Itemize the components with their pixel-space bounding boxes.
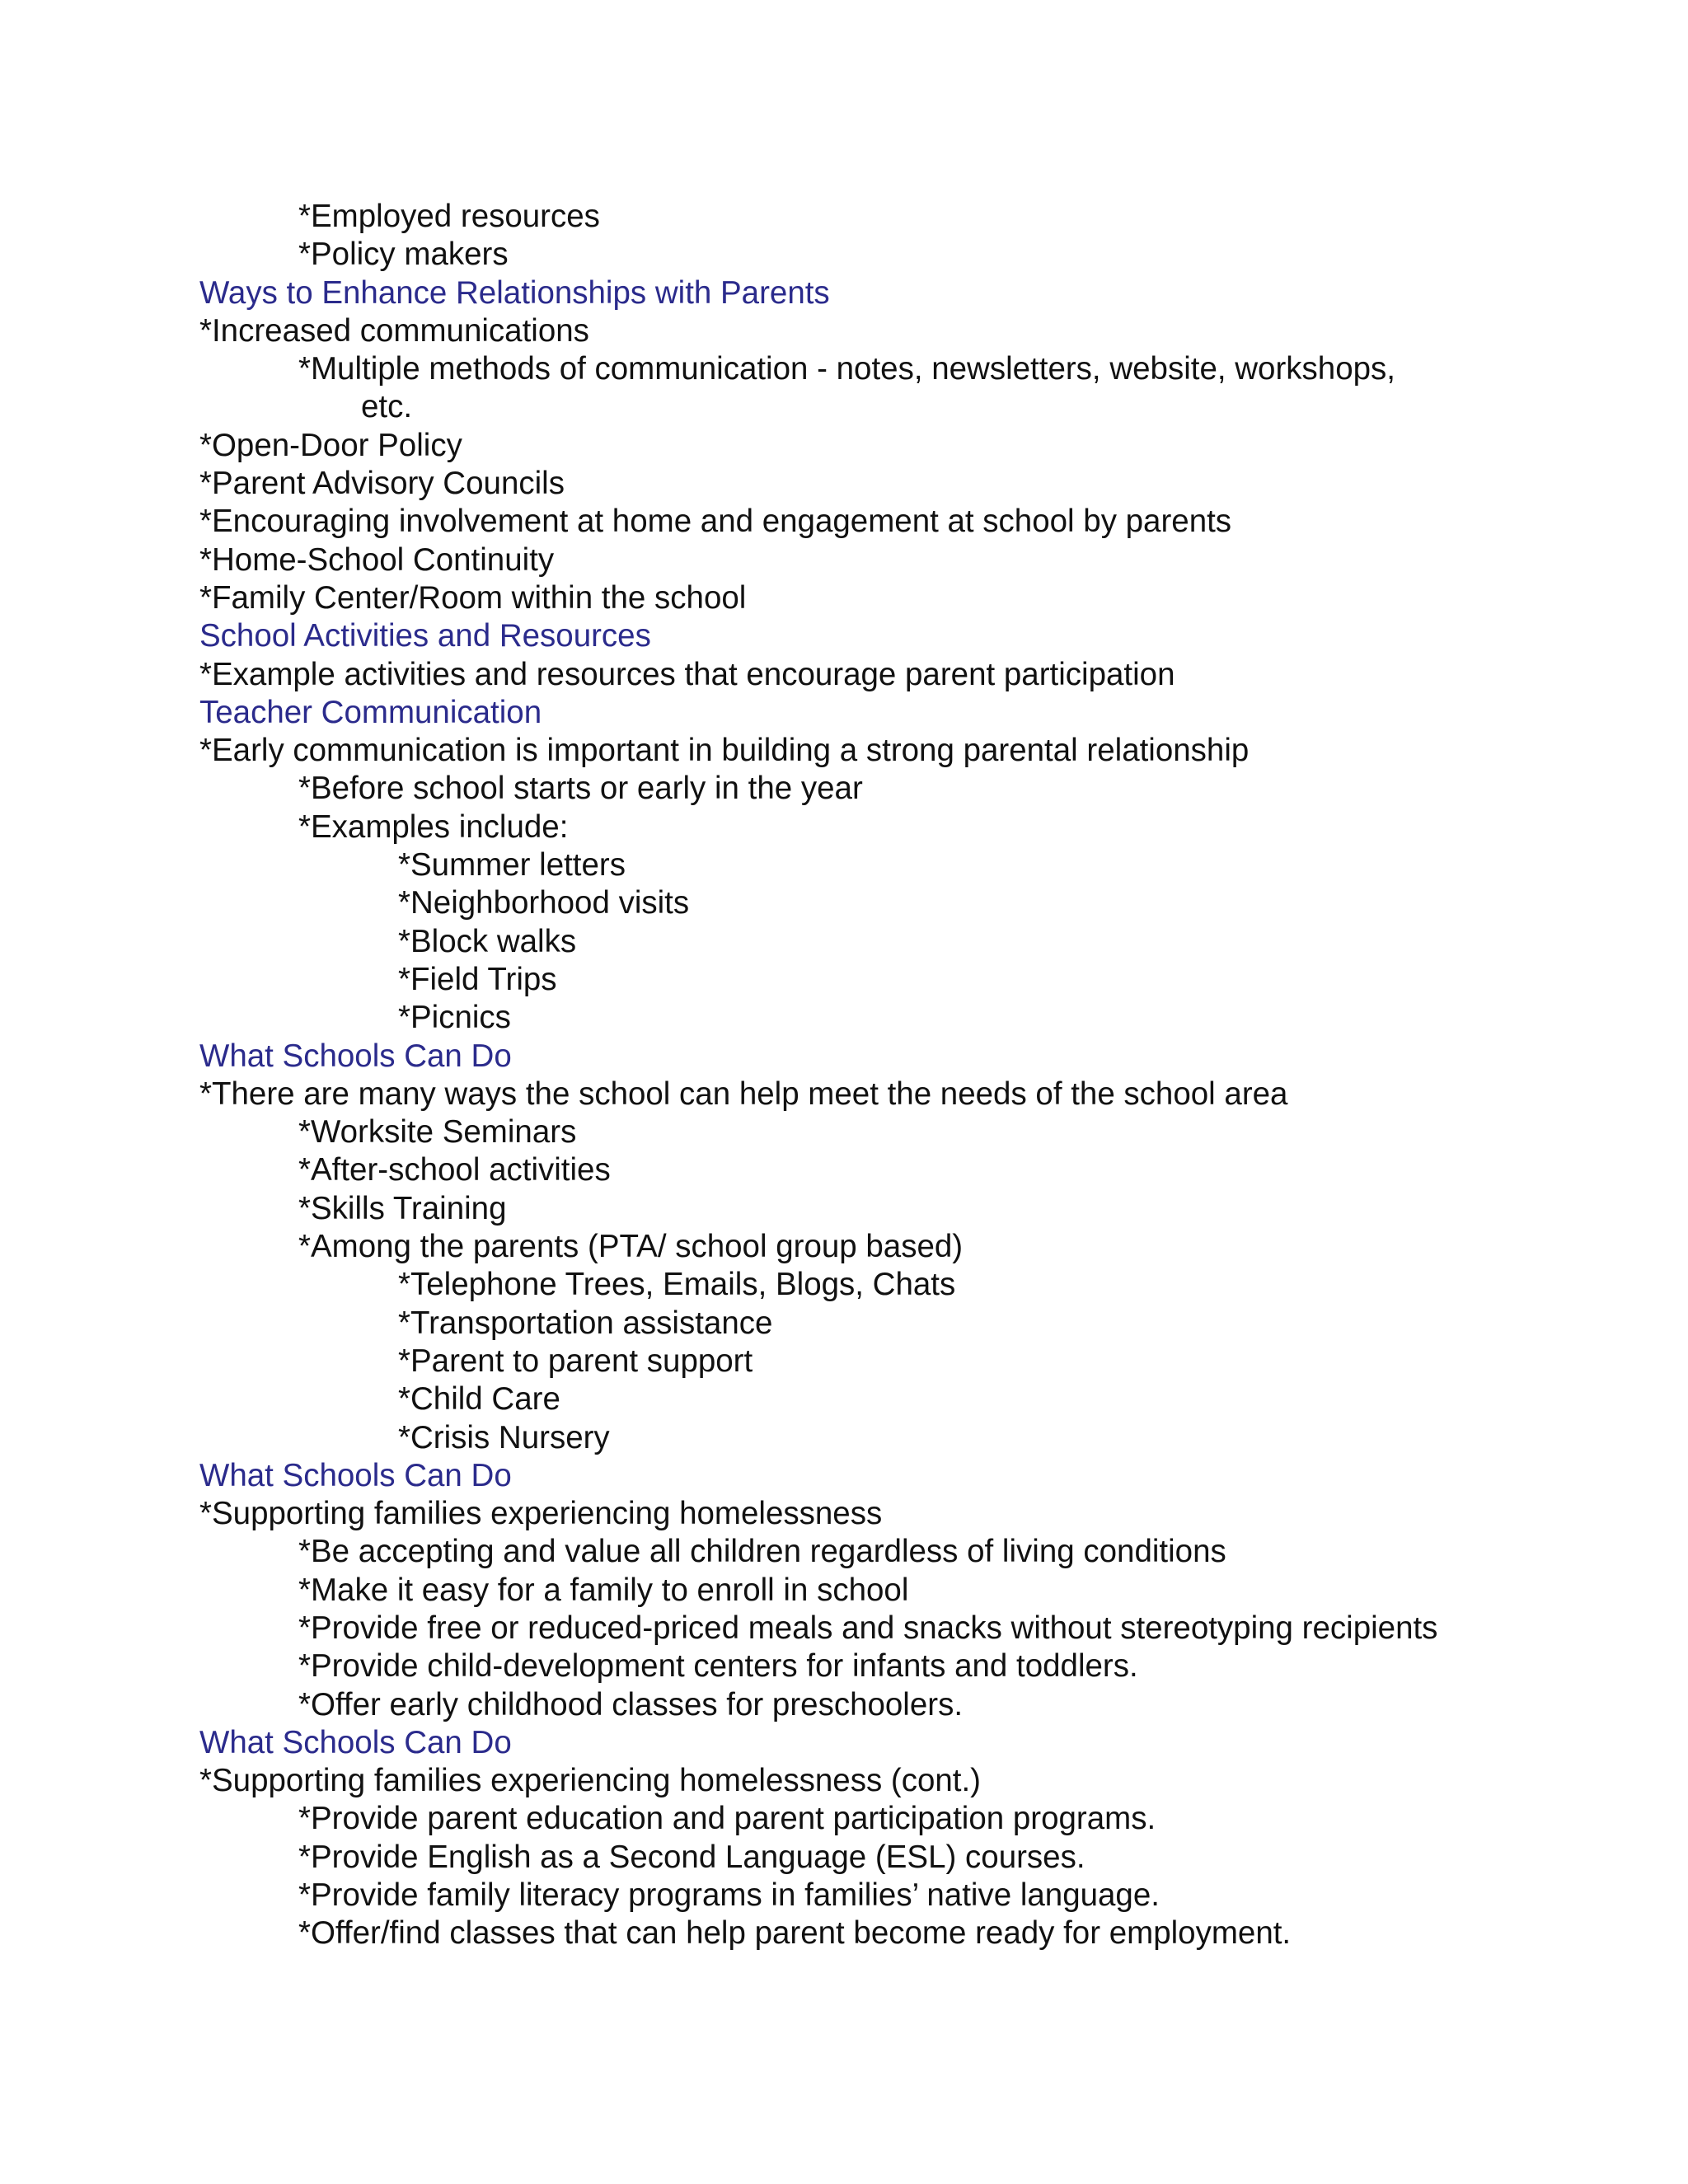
bullet-item: *Provide parent education and parent participation programs. xyxy=(298,1801,1156,1837)
bullet-item: *Encouraging involvement at home and engagement at school by parents xyxy=(199,504,1232,540)
section-heading: Teacher Communication xyxy=(199,694,542,730)
bullet-item: *Supporting families experiencing homelessness xyxy=(199,1496,883,1532)
bullet-item: *Picnics xyxy=(398,1000,511,1036)
bullet-item: *Provide child-development centers for infants and toddlers. xyxy=(298,1648,1138,1685)
bullet-item: *Provide free or reduced-priced meals and snacks without stereotyping recipients xyxy=(298,1610,1438,1646)
bullet-item: *Summer letters xyxy=(398,847,626,883)
bullet-item: *Parent Advisory Councils xyxy=(199,466,565,502)
bullet-item: *There are many ways the school can help meet the needs of the school area xyxy=(199,1076,1288,1112)
bullet-item: *Skills Training xyxy=(298,1190,507,1226)
bullet-item: *Neighborhood visits xyxy=(398,885,690,921)
bullet-item: *Early communication is important in building a strong parental relationship xyxy=(199,733,1250,769)
bullet-item: *Offer/find classes that can help parent become ready for employment. xyxy=(298,1915,1292,1952)
bullet-item: *Multiple methods of communication - notes, newsletters, website, workshops, xyxy=(298,351,1395,387)
bullet-item: *Provide English as a Second Language (ESL) courses. xyxy=(298,1839,1085,1875)
section-heading: Ways to Enhance Relationships with Parents xyxy=(199,274,830,311)
bullet-item: *Open-Door Policy xyxy=(199,427,462,463)
bullet-item: *Before school starts or early in the year xyxy=(298,771,863,807)
bullet-item: *Provide family literacy programs in families’ native language. xyxy=(298,1877,1160,1914)
bullet-item: *Home-School Continuity xyxy=(199,541,555,578)
section-heading: What Schools Can Do xyxy=(199,1038,512,1074)
bullet-item: *Increased communications xyxy=(199,312,589,349)
bullet-item: *Offer early childhood classes for preschoolers. xyxy=(298,1686,964,1722)
bullet-item: etc. xyxy=(361,389,413,425)
bullet-item: *Telephone Trees, Emails, Blogs, Chats xyxy=(398,1267,956,1303)
bullet-item: *Transportation assistance xyxy=(398,1305,773,1341)
bullet-item: *Worksite Seminars xyxy=(298,1114,577,1151)
document-body xyxy=(0,198,1688,1953)
bullet-item: *After-school activities xyxy=(298,1152,611,1188)
bullet-item: *Block walks xyxy=(398,923,577,959)
bullet-item: *Field Trips xyxy=(398,961,557,997)
bullet-item: *Be accepting and value all children regardless of living conditions xyxy=(298,1534,1226,1570)
bullet-item: *Example activities and resources that encourage parent participation xyxy=(199,656,1175,692)
bullet-item: *Examples include: xyxy=(298,808,569,845)
bullet-item: *Supporting families experiencing homelessness (cont.) xyxy=(199,1763,982,1799)
section-heading: What Schools Can Do xyxy=(199,1457,512,1493)
section-heading: What Schools Can Do xyxy=(199,1724,512,1760)
bullet-item: *Parent to parent support xyxy=(398,1343,753,1379)
bullet-item: *Family Center/Room within the school xyxy=(199,579,747,616)
bullet-item: *Policy makers xyxy=(298,237,509,273)
section-heading: School Activities and Resources xyxy=(199,618,651,654)
bullet-item: *Child Care xyxy=(398,1381,560,1418)
bullet-item: *Make it easy for a family to enroll in school xyxy=(298,1572,909,1608)
bullet-item: *Among the parents (PTA/ school group based) xyxy=(298,1229,964,1265)
bullet-item: *Crisis Nursery xyxy=(398,1419,610,1455)
bullet-item: *Employed resources xyxy=(298,199,600,234)
